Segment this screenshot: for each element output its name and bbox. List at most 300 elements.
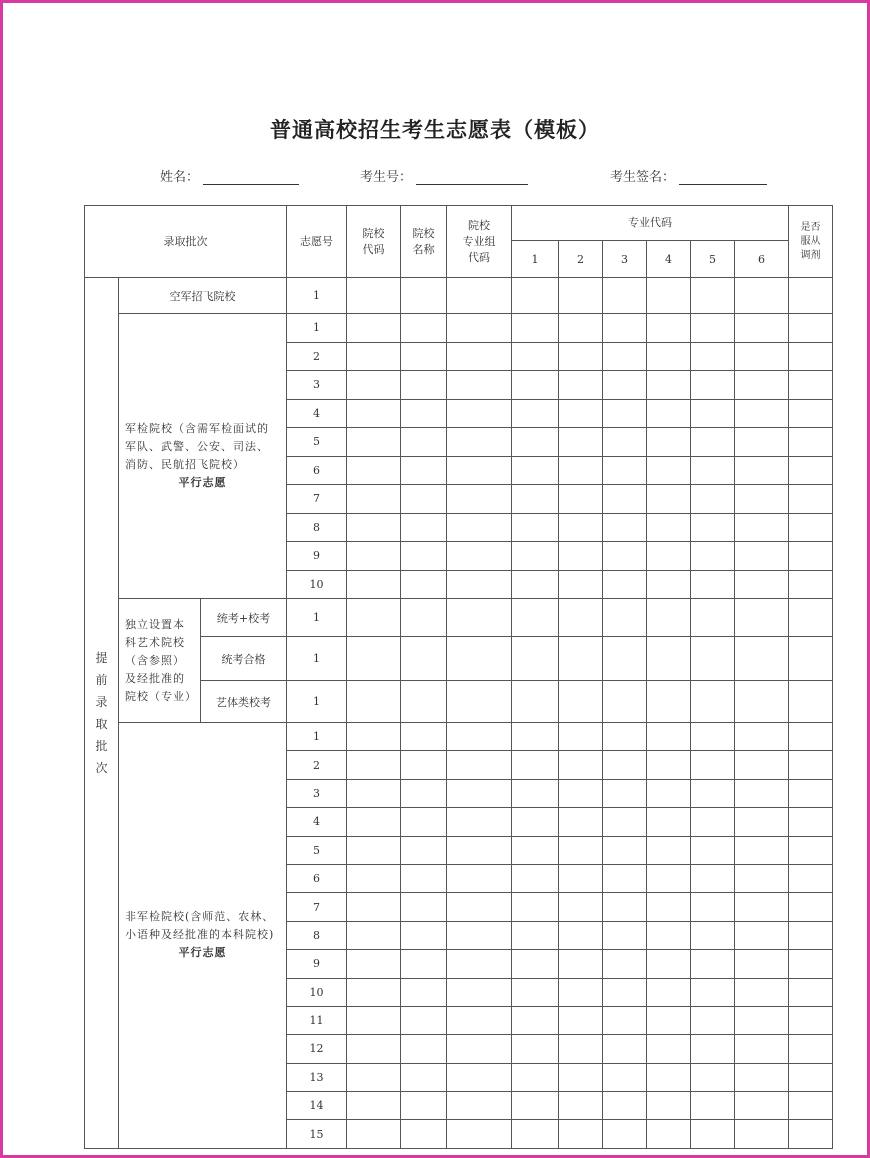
entry-cell[interactable] [447,808,512,836]
entry-cell[interactable] [559,1006,603,1034]
entry-cell[interactable] [559,950,603,978]
entry-cell[interactable] [401,599,447,637]
entry-cell[interactable] [603,751,647,779]
entry-cell[interactable] [691,513,735,542]
entry-cell[interactable] [512,1035,559,1063]
entry-cell[interactable] [603,371,647,400]
entry-cell[interactable] [347,779,401,807]
entry-cell[interactable] [735,893,789,921]
entry-cell[interactable] [559,681,603,723]
entry-cell[interactable] [603,681,647,723]
entry-cell[interactable] [512,1120,559,1148]
entry-cell[interactable] [691,428,735,457]
entry-cell[interactable] [559,808,603,836]
entry-cell[interactable] [789,978,833,1006]
entry-cell[interactable] [401,779,447,807]
entry-cell[interactable] [401,1063,447,1091]
entry-cell[interactable] [559,637,603,681]
entry-cell[interactable] [559,399,603,428]
entry-cell[interactable] [691,542,735,571]
entry-cell[interactable] [447,637,512,681]
entry-cell[interactable] [512,1006,559,1034]
entry-cell[interactable] [347,342,401,371]
entry-cell[interactable] [347,314,401,343]
entry-cell[interactable] [401,751,447,779]
entry-cell[interactable] [447,371,512,400]
entry-cell[interactable] [691,893,735,921]
entry-cell[interactable] [401,723,447,751]
entry-cell[interactable] [647,1120,691,1148]
entry-cell[interactable] [789,681,833,723]
entry-cell[interactable] [347,893,401,921]
entry-cell[interactable] [347,456,401,485]
entry-cell[interactable] [347,950,401,978]
entry-cell[interactable] [691,456,735,485]
entry-cell[interactable] [512,978,559,1006]
entry-cell[interactable] [447,513,512,542]
entry-cell[interactable] [401,1092,447,1120]
entry-cell[interactable] [691,570,735,599]
entry-cell[interactable] [347,1006,401,1034]
entry-cell[interactable] [789,1035,833,1063]
entry-cell[interactable] [647,399,691,428]
entry-cell[interactable] [691,1006,735,1034]
entry-cell[interactable] [559,278,603,314]
entry-cell[interactable] [691,399,735,428]
entry-cell[interactable] [447,921,512,949]
entry-cell[interactable] [401,681,447,723]
entry-cell[interactable] [691,485,735,514]
entry-cell[interactable] [447,599,512,637]
entry-cell[interactable] [447,779,512,807]
entry-cell[interactable] [512,1092,559,1120]
entry-cell[interactable] [347,681,401,723]
entry-cell[interactable] [447,1006,512,1034]
entry-cell[interactable] [603,1063,647,1091]
entry-cell[interactable] [401,428,447,457]
entry-cell[interactable] [447,978,512,1006]
entry-cell[interactable] [789,278,833,314]
entry-cell[interactable] [447,893,512,921]
entry-cell[interactable] [603,428,647,457]
entry-cell[interactable] [789,950,833,978]
entry-cell[interactable] [789,1063,833,1091]
entry-cell[interactable] [603,921,647,949]
entry-cell[interactable] [512,399,559,428]
entry-cell[interactable] [512,751,559,779]
entry-cell[interactable] [512,779,559,807]
entry-cell[interactable] [347,836,401,864]
entry-cell[interactable] [735,723,789,751]
entry-cell[interactable] [559,1120,603,1148]
entry-cell[interactable] [603,278,647,314]
entry-cell[interactable] [512,808,559,836]
entry-cell[interactable] [603,836,647,864]
entry-cell[interactable] [512,428,559,457]
entry-cell[interactable] [559,978,603,1006]
entry-cell[interactable] [647,751,691,779]
entry-cell[interactable] [347,808,401,836]
entry-cell[interactable] [735,1120,789,1148]
entry-cell[interactable] [401,342,447,371]
entry-cell[interactable] [447,314,512,343]
entry-cell[interactable] [559,513,603,542]
entry-cell[interactable] [447,1035,512,1063]
entry-cell[interactable] [647,1092,691,1120]
entry-cell[interactable] [401,864,447,892]
entry-cell[interactable] [347,864,401,892]
entry-cell[interactable] [691,371,735,400]
entry-cell[interactable] [647,893,691,921]
entry-cell[interactable] [401,278,447,314]
entry-cell[interactable] [789,1006,833,1034]
entry-cell[interactable] [691,808,735,836]
entry-cell[interactable] [735,1063,789,1091]
entry-cell[interactable] [347,428,401,457]
entry-cell[interactable] [603,1120,647,1148]
entry-cell[interactable] [647,371,691,400]
entry-cell[interactable] [603,314,647,343]
entry-cell[interactable] [347,1120,401,1148]
entry-cell[interactable] [347,399,401,428]
entry-cell[interactable] [347,978,401,1006]
entry-cell[interactable] [603,637,647,681]
entry-cell[interactable] [447,864,512,892]
entry-cell[interactable] [647,1063,691,1091]
entry-cell[interactable] [647,779,691,807]
entry-cell[interactable] [347,570,401,599]
entry-cell[interactable] [691,278,735,314]
entry-cell[interactable] [647,1006,691,1034]
entry-cell[interactable] [559,893,603,921]
entry-cell[interactable] [512,893,559,921]
entry-cell[interactable] [401,836,447,864]
entry-cell[interactable] [789,428,833,457]
entry-cell[interactable] [691,637,735,681]
entry-cell[interactable] [789,864,833,892]
entry-cell[interactable] [735,278,789,314]
entry-cell[interactable] [789,1120,833,1148]
entry-cell[interactable] [647,978,691,1006]
entry-cell[interactable] [447,836,512,864]
entry-cell[interactable] [735,808,789,836]
entry-cell[interactable] [735,1006,789,1034]
entry-cell[interactable] [647,599,691,637]
name-field[interactable] [160,166,299,185]
entry-cell[interactable] [691,314,735,343]
entry-cell[interactable] [691,342,735,371]
entry-cell[interactable] [789,314,833,343]
entry-cell[interactable] [735,399,789,428]
entry-cell[interactable] [647,428,691,457]
entry-cell[interactable] [559,723,603,751]
entry-cell[interactable] [559,1063,603,1091]
entry-cell[interactable] [401,513,447,542]
entry-cell[interactable] [559,314,603,343]
entry-cell[interactable] [789,342,833,371]
entry-cell[interactable] [559,921,603,949]
entry-cell[interactable] [603,779,647,807]
entry-cell[interactable] [735,921,789,949]
entry-cell[interactable] [447,1092,512,1120]
entry-cell[interactable] [603,342,647,371]
entry-cell[interactable] [559,485,603,514]
entry-cell[interactable] [347,723,401,751]
entry-cell[interactable] [447,542,512,571]
entry-cell[interactable] [735,950,789,978]
entry-cell[interactable] [603,1035,647,1063]
entry-cell[interactable] [447,399,512,428]
entry-cell[interactable] [559,779,603,807]
entry-cell[interactable] [559,456,603,485]
entry-cell[interactable] [603,399,647,428]
entry-cell[interactable] [647,314,691,343]
entry-cell[interactable] [691,1092,735,1120]
entry-cell[interactable] [735,751,789,779]
entry-cell[interactable] [559,570,603,599]
entry-cell[interactable] [735,570,789,599]
entry-cell[interactable] [647,570,691,599]
entry-cell[interactable] [401,1035,447,1063]
entry-cell[interactable] [647,637,691,681]
entry-cell[interactable] [347,921,401,949]
entry-cell[interactable] [691,1120,735,1148]
entry-cell[interactable] [789,456,833,485]
entry-cell[interactable] [347,278,401,314]
entry-cell[interactable] [735,342,789,371]
entry-cell[interactable] [559,428,603,457]
entry-cell[interactable] [691,1063,735,1091]
entry-cell[interactable] [603,513,647,542]
entry-cell[interactable] [647,1035,691,1063]
entry-cell[interactable] [347,1092,401,1120]
entry-cell[interactable] [401,950,447,978]
entry-cell[interactable] [347,513,401,542]
entry-cell[interactable] [603,808,647,836]
entry-cell[interactable] [789,723,833,751]
entry-cell[interactable] [603,978,647,1006]
entry-cell[interactable] [789,570,833,599]
entry-cell[interactable] [512,542,559,571]
entry-cell[interactable] [401,456,447,485]
entry-cell[interactable] [691,836,735,864]
entry-cell[interactable] [647,950,691,978]
entry-cell[interactable] [347,542,401,571]
entry-cell[interactable] [789,836,833,864]
entry-cell[interactable] [401,921,447,949]
entry-cell[interactable] [603,1092,647,1120]
entry-cell[interactable] [559,342,603,371]
entry-cell[interactable] [347,485,401,514]
entry-cell[interactable] [512,342,559,371]
entry-cell[interactable] [559,542,603,571]
entry-cell[interactable] [789,779,833,807]
entry-cell[interactable] [447,1120,512,1148]
entry-cell[interactable] [447,751,512,779]
entry-cell[interactable] [735,599,789,637]
entry-cell[interactable] [347,751,401,779]
entry-cell[interactable] [735,485,789,514]
entry-cell[interactable] [789,751,833,779]
entry-cell[interactable] [559,371,603,400]
entry-cell[interactable] [647,456,691,485]
entry-cell[interactable] [735,542,789,571]
entry-cell[interactable] [603,599,647,637]
entry-cell[interactable] [559,864,603,892]
entry-cell[interactable] [735,513,789,542]
entry-cell[interactable] [789,399,833,428]
entry-cell[interactable] [512,864,559,892]
entry-cell[interactable] [347,1035,401,1063]
entry-cell[interactable] [789,513,833,542]
entry-cell[interactable] [647,542,691,571]
entry-cell[interactable] [401,399,447,428]
entry-cell[interactable] [789,893,833,921]
entry-cell[interactable] [401,371,447,400]
entry-cell[interactable] [447,950,512,978]
entry-cell[interactable] [447,1063,512,1091]
entry-cell[interactable] [735,371,789,400]
entry-cell[interactable] [735,864,789,892]
entry-cell[interactable] [401,637,447,681]
name-blank-line[interactable] [203,170,299,185]
entry-cell[interactable] [647,278,691,314]
entry-cell[interactable] [603,1006,647,1034]
entry-cell[interactable] [691,723,735,751]
entry-cell[interactable] [447,428,512,457]
entry-cell[interactable] [447,456,512,485]
entry-cell[interactable] [691,864,735,892]
entry-cell[interactable] [401,485,447,514]
entry-cell[interactable] [512,485,559,514]
entry-cell[interactable] [789,1092,833,1120]
entry-cell[interactable] [691,1035,735,1063]
entry-cell[interactable] [735,978,789,1006]
entry-cell[interactable] [447,570,512,599]
entry-cell[interactable] [735,456,789,485]
entry-cell[interactable] [447,342,512,371]
header-group-code-line: 代码 [468,250,490,264]
entry-cell[interactable] [789,808,833,836]
entry-cell[interactable] [347,371,401,400]
entry-cell[interactable] [735,836,789,864]
choice-number: 14 [287,1092,347,1120]
entry-cell[interactable] [401,893,447,921]
entry-cell[interactable] [447,723,512,751]
entry-cell[interactable] [512,513,559,542]
signature-field[interactable] [610,166,767,185]
entry-cell[interactable] [647,342,691,371]
entry-cell[interactable] [735,637,789,681]
entry-cell[interactable] [603,864,647,892]
entry-cell[interactable] [735,1035,789,1063]
entry-cell[interactable] [347,599,401,637]
section-art: 独立设置本科艺术院校（含参照）及经批准的院校（专业） [119,599,201,723]
entry-cell[interactable] [512,1063,559,1091]
entry-cell[interactable] [691,921,735,949]
entry-cell[interactable] [401,314,447,343]
entry-cell[interactable] [401,808,447,836]
entry-cell[interactable] [559,1035,603,1063]
entry-cell[interactable] [512,637,559,681]
entry-cell[interactable] [789,371,833,400]
entry-cell[interactable] [447,485,512,514]
entry-cell[interactable] [647,681,691,723]
entry-cell[interactable] [691,978,735,1006]
entry-cell[interactable] [447,278,512,314]
entry-cell[interactable] [512,950,559,978]
entry-cell[interactable] [512,371,559,400]
entry-cell[interactable] [559,1092,603,1120]
entry-cell[interactable] [789,485,833,514]
entry-cell[interactable] [512,921,559,949]
entry-cell[interactable] [603,950,647,978]
entry-cell[interactable] [735,1092,789,1120]
entry-cell[interactable] [691,779,735,807]
entry-cell[interactable] [647,864,691,892]
entry-cell[interactable] [647,836,691,864]
entry-cell[interactable] [401,1006,447,1034]
entry-cell[interactable] [647,921,691,949]
entry-cell[interactable] [735,428,789,457]
entry-cell[interactable] [447,681,512,723]
entry-cell[interactable] [789,921,833,949]
entry-cell[interactable] [512,278,559,314]
entry-cell[interactable] [347,1063,401,1091]
entry-cell[interactable] [401,570,447,599]
entry-cell[interactable] [512,723,559,751]
entry-cell[interactable] [789,637,833,681]
entry-cell[interactable] [401,978,447,1006]
entry-cell[interactable] [691,950,735,978]
entry-cell[interactable] [512,599,559,637]
entry-cell[interactable] [691,599,735,637]
entry-cell[interactable] [789,542,833,571]
entry-cell[interactable] [559,599,603,637]
entry-cell[interactable] [647,808,691,836]
entry-cell[interactable] [401,1120,447,1148]
entry-cell[interactable] [559,751,603,779]
entry-cell[interactable] [401,542,447,571]
entry-cell[interactable] [512,570,559,599]
signature-blank-line[interactable] [679,170,767,185]
entry-cell[interactable] [603,570,647,599]
entry-cell[interactable] [603,723,647,751]
entry-cell[interactable] [735,314,789,343]
entry-cell[interactable] [512,314,559,343]
entry-cell[interactable] [647,513,691,542]
entry-cell[interactable] [512,836,559,864]
entry-cell[interactable] [559,836,603,864]
header-adjust-line: 调剂 [800,249,821,261]
entry-cell[interactable] [691,751,735,779]
entry-cell[interactable] [735,779,789,807]
entry-cell[interactable] [647,485,691,514]
entry-cell[interactable] [603,485,647,514]
entry-cell[interactable] [647,723,691,751]
entry-cell[interactable] [512,681,559,723]
exam-number-field[interactable] [360,166,528,185]
entry-cell[interactable] [512,456,559,485]
exam-number-blank-line[interactable] [416,170,528,185]
entry-cell[interactable] [789,599,833,637]
entry-cell[interactable] [603,542,647,571]
entry-cell[interactable] [603,456,647,485]
entry-cell[interactable] [603,893,647,921]
entry-cell[interactable] [735,681,789,723]
entry-cell[interactable] [691,681,735,723]
entry-cell[interactable] [347,637,401,681]
